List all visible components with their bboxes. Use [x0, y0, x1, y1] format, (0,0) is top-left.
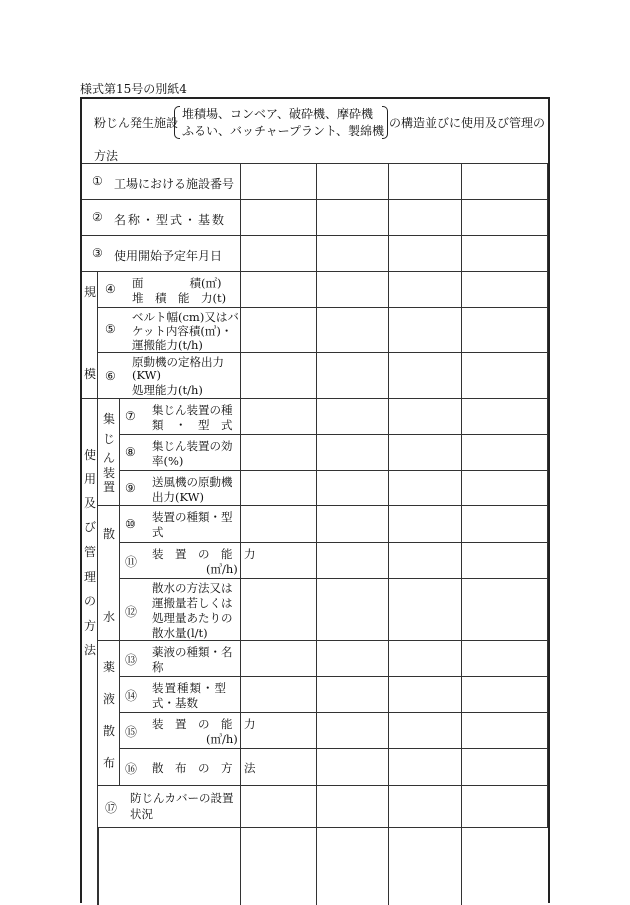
row-label-line: 運搬能力(t/h) — [132, 338, 203, 352]
table-row — [120, 713, 548, 749]
row-label-line: 称 — [152, 660, 164, 674]
category-char: 集 — [102, 412, 115, 426]
subcategory-yakueki — [98, 641, 120, 786]
row-label-line: 処理能力(t/h) — [132, 383, 203, 397]
table-row — [98, 308, 548, 353]
category-char: 薬 — [102, 660, 115, 674]
category-char: ん — [102, 451, 115, 465]
row-divider — [98, 828, 99, 905]
row-number: ② — [92, 210, 103, 224]
row-label-line: 装 置 の 能 力 — [152, 717, 256, 731]
row-label-line: ケット内容積(㎥)・ — [132, 324, 233, 338]
row-number: ⑭ — [125, 689, 138, 703]
row-label-line: 式・基数 — [152, 696, 198, 710]
subcategory-sansui — [98, 506, 120, 641]
row-label-line: (㎥/h) — [206, 562, 238, 576]
row-number: ⑤ — [105, 322, 116, 336]
row-label-line: 装 置 の 能 力 — [152, 547, 256, 561]
right-brace — [382, 106, 388, 139]
row-number: ⑬ — [125, 653, 138, 667]
row-number: ⑩ — [125, 517, 136, 531]
table-row — [120, 435, 548, 471]
row-number: ⑰ — [105, 801, 118, 815]
category-char: 模 — [83, 367, 96, 381]
left-brace — [174, 106, 180, 139]
row-label-line: 運搬量若しくは — [152, 596, 233, 610]
row-label-line: 薬液の種類・名 — [152, 645, 233, 659]
row-label-line: 類 ・ 型 式 — [152, 418, 233, 432]
category-char: 置 — [102, 480, 115, 494]
row-label-line: 散水の方法又は — [152, 581, 233, 595]
row-number: ④ — [105, 282, 116, 296]
row-number: ⑫ — [125, 605, 138, 619]
category-char: 法 — [83, 643, 96, 657]
category-char: 及 — [83, 496, 96, 510]
category-char: 方 — [83, 619, 96, 633]
row-label-line: ベルト幅(cm)又はバ — [132, 310, 239, 324]
row-label-line: 装置種類・型 — [152, 681, 227, 695]
row-label-line: (KW) — [132, 368, 161, 382]
row-label-line: 状況 — [130, 807, 153, 821]
row-label-line: 防じんカバーの設置 — [130, 791, 234, 805]
row-number: ⑮ — [125, 725, 138, 739]
title-continuation: 方法 — [94, 149, 119, 163]
category-char: 使 — [83, 448, 96, 462]
row-label-line: 堆 積 能 力(t) — [132, 291, 227, 305]
category-char: 用 — [83, 472, 96, 486]
category-char: び — [83, 520, 96, 534]
row-number: ⑯ — [125, 762, 138, 776]
subcategory-shujin — [98, 399, 120, 506]
form-title — [82, 99, 548, 164]
table-row — [82, 236, 548, 272]
table-row — [120, 579, 548, 641]
row-label: 使用開始予定年月日 — [114, 249, 223, 263]
row-label-line: 送風機の原動機 — [152, 475, 233, 489]
row-label-line: 面 積(㎡) — [132, 276, 222, 290]
row-label-line: 装置の種類・型 — [152, 510, 233, 524]
table-row — [120, 677, 548, 713]
title-lead: 粉じん発生施設 — [94, 116, 179, 130]
row-label-line: 処理量あたりの — [152, 611, 233, 625]
row-label: 工場における施設番号 — [114, 177, 235, 191]
category-kibo — [82, 272, 98, 399]
row-label: 名称・型式・基数 — [114, 213, 227, 227]
row-label-line: 出力(KW) — [152, 490, 204, 504]
table-row — [98, 353, 548, 399]
row-label-line: 集じん装置の効 — [152, 439, 233, 453]
row-number: ⑦ — [125, 409, 136, 423]
row-number: ⑨ — [125, 481, 136, 495]
facilities-line-2: ふるい、バッチャープラント、製綿機 — [182, 124, 384, 138]
form-table — [80, 97, 550, 903]
category-char: 液 — [102, 692, 115, 706]
table-row — [120, 543, 548, 579]
category-char: 散 — [102, 724, 115, 738]
row-label-line: 集じん装置の種 — [152, 403, 233, 417]
row-number: ⑪ — [125, 555, 138, 569]
form-label: 様式第15号の別紙4 — [80, 82, 187, 96]
table-row — [98, 272, 548, 308]
category-char: 管 — [83, 545, 96, 559]
category-shiyou — [82, 399, 98, 905]
category-char: の — [83, 594, 96, 608]
table-row — [98, 786, 548, 828]
row-label-line: 原動機の定格出力 — [132, 355, 224, 369]
row-number: ① — [92, 174, 103, 188]
table-row — [82, 164, 548, 200]
table-row — [120, 641, 548, 677]
category-char: 水 — [102, 610, 115, 624]
category-char: 装 — [102, 466, 115, 480]
table-row — [120, 749, 548, 786]
category-char: じ — [102, 432, 115, 446]
table-row — [120, 506, 548, 543]
table-row — [120, 471, 548, 506]
facilities-line-1: 堆積場、コンベア、破砕機、摩砕機 — [182, 107, 374, 121]
category-char: 規 — [83, 285, 96, 299]
category-char: 散 — [102, 527, 115, 541]
row-label-line: 式 — [152, 525, 164, 539]
row-label-line: (㎥/h) — [206, 732, 238, 746]
title-tail: の構造並びに使用及び管理の — [389, 116, 546, 130]
category-char: 理 — [83, 570, 96, 584]
row-label-line: 散水量(l/t) — [152, 626, 208, 640]
row-label: 散 布 の 方 法 — [152, 761, 256, 775]
row-label-line: 率(%) — [152, 454, 184, 468]
table-row — [82, 200, 548, 236]
row-number: ⑥ — [105, 369, 116, 383]
row-number: ③ — [92, 246, 103, 260]
table-row — [120, 399, 548, 435]
row-number: ⑧ — [125, 445, 136, 459]
category-char: 布 — [102, 756, 115, 770]
